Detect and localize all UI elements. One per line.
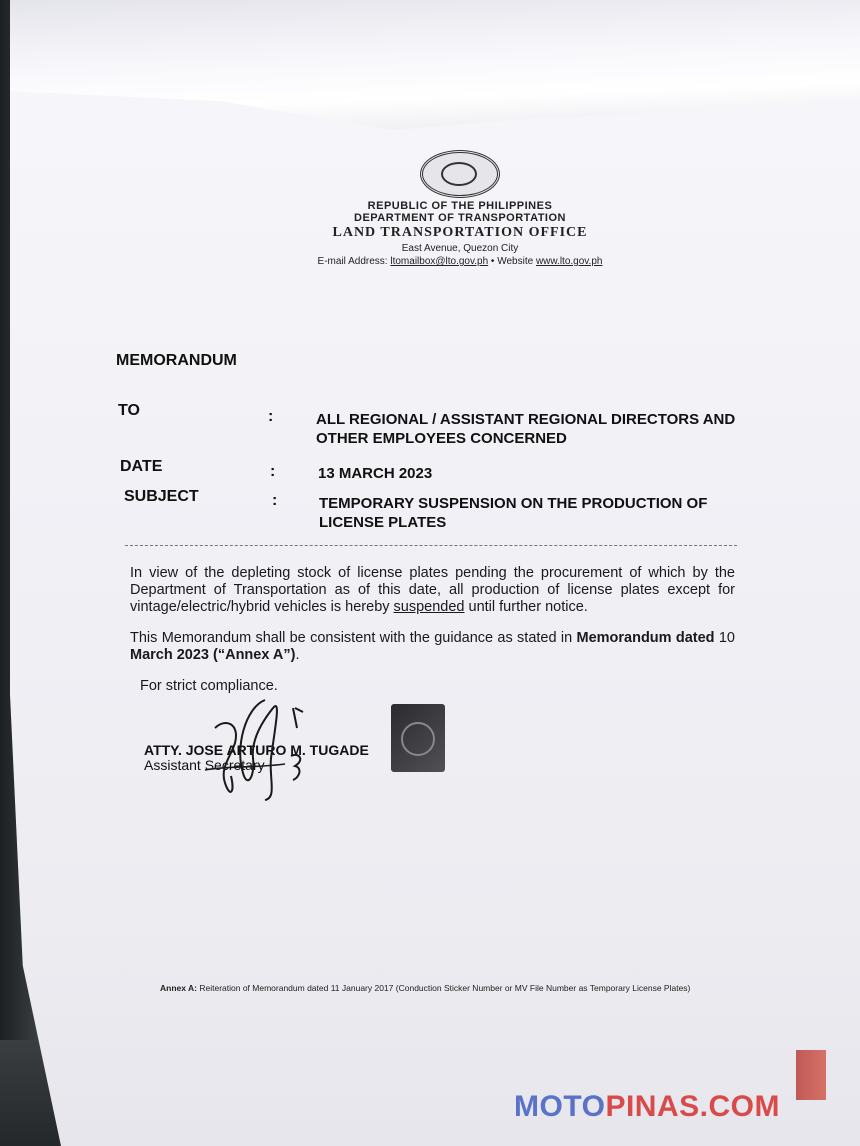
divider xyxy=(125,545,737,546)
body-paragraph-2 xyxy=(130,630,735,664)
date-value: 13 MARCH 2023 xyxy=(318,465,433,482)
to-colon: : xyxy=(268,408,274,425)
website-label: • Website xyxy=(488,256,536,267)
para2-end: . xyxy=(295,647,300,663)
body-paragraph-1 xyxy=(130,565,735,616)
watermark-part-2: PINAS.COM xyxy=(605,1090,780,1123)
signatory-name: ATTY. JOSE ARTURO M. TUGADE xyxy=(144,742,369,758)
compliance-note: For strict compliance. xyxy=(140,678,278,694)
handwritten-signature xyxy=(195,688,335,808)
email-link[interactable]: ltomailbox@lto.gov.ph xyxy=(390,256,489,267)
to-value: ALL REGIONAL / ASSISTANT REGIONAL DIRECTORS AND OTHER EMPLOYEES CONCERNED xyxy=(316,411,736,447)
to-label: TO xyxy=(118,402,140,419)
date-colon: : xyxy=(270,463,276,480)
letterhead-address: East Avenue, Quezon City xyxy=(401,243,519,254)
letterhead-department: DEPARTMENT OF TRANSPORTATION xyxy=(354,212,566,224)
letterhead-office: LAND TRANSPORTATION OFFICE xyxy=(332,225,588,240)
annex-text: Reiteration of Memorandum dated 11 January 2017 (Conduction Sticker Number or MV File Number as Temporary License Plates) xyxy=(197,983,691,993)
watermark-logo xyxy=(514,1090,780,1124)
date-label: DATE xyxy=(120,458,163,475)
dry-seal-stamp-icon xyxy=(391,704,445,772)
red-folder-edge xyxy=(796,1050,826,1100)
letterhead-contact xyxy=(280,256,640,267)
para2-date-day: 10 xyxy=(714,630,735,646)
subject-colon: : xyxy=(272,492,278,509)
subject-label: SUBJECT xyxy=(124,488,199,505)
para1-suspended: suspended xyxy=(393,599,465,615)
para1-text-end: until further notice. xyxy=(464,599,588,615)
letterhead-republic: REPUBLIC OF THE PHILIPPINES xyxy=(367,200,553,212)
watermark-part-1: MOTO xyxy=(514,1090,606,1123)
para1-text-start: In view of the depleting stock of license plates pending the procurement of which by the Department of Transportation as of this date, all production of license plates except for vintage/electric/hybrid vehicles is hereby xyxy=(130,565,735,615)
para2-text-start: This Memorandum shall be consistent with the guidance as stated in xyxy=(130,630,577,646)
annex-label: Annex A: xyxy=(160,983,197,993)
letterhead xyxy=(280,150,640,267)
para2-bold-2: March 2023 (“Annex A”) xyxy=(130,647,296,663)
annex-note xyxy=(160,983,720,994)
memo-title: MEMORANDUM xyxy=(116,352,237,369)
para2-bold-1: Memorandum dated xyxy=(576,630,715,646)
email-label: E-mail Address: xyxy=(317,256,391,267)
lto-seal-icon xyxy=(420,150,500,198)
signatory-title: Assistant Secretary xyxy=(144,757,265,773)
subject-value: TEMPORARY SUSPENSION ON THE PRODUCTION OF LICENSE PLATES xyxy=(319,495,708,531)
website-link[interactable]: www.lto.gov.ph xyxy=(535,256,603,267)
